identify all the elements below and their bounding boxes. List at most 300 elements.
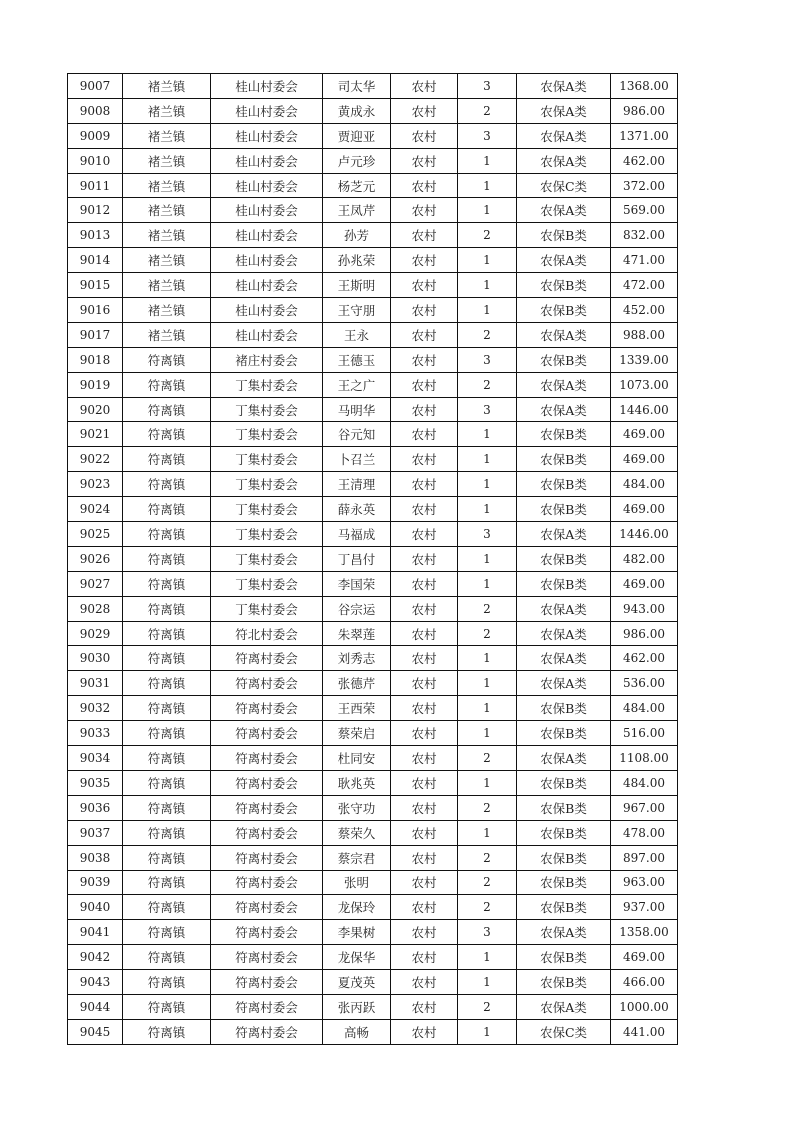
cell-area: 农村 [391, 74, 458, 99]
cell-id: 9038 [68, 845, 123, 870]
table-row [68, 298, 678, 323]
cell-name: 马明华 [323, 397, 391, 422]
cell-amount: 1371.00 [611, 123, 678, 148]
cell-name: 王之广 [323, 372, 391, 397]
cell-amount: 469.00 [611, 497, 678, 522]
cell-town: 褚兰镇 [123, 74, 211, 99]
cell-amount: 471.00 [611, 248, 678, 273]
cell-amount: 469.00 [611, 571, 678, 596]
cell-amount: 1073.00 [611, 372, 678, 397]
cell-village: 符离村委会 [211, 994, 323, 1019]
cell-category: 农保A类 [517, 322, 611, 347]
cell-village: 符离村委会 [211, 770, 323, 795]
cell-village: 符离村委会 [211, 721, 323, 746]
cell-village: 桂山村委会 [211, 74, 323, 99]
cell-village: 桂山村委会 [211, 322, 323, 347]
cell-area: 农村 [391, 646, 458, 671]
cell-name: 张丙跃 [323, 994, 391, 1019]
cell-amount: 986.00 [611, 621, 678, 646]
cell-town: 符离镇 [123, 994, 211, 1019]
cell-id: 9014 [68, 248, 123, 273]
cell-amount: 484.00 [611, 770, 678, 795]
cell-town: 褚兰镇 [123, 198, 211, 223]
cell-area: 农村 [391, 148, 458, 173]
cell-town: 褚兰镇 [123, 298, 211, 323]
cell-town: 符离镇 [123, 845, 211, 870]
cell-area: 农村 [391, 223, 458, 248]
cell-name: 杨芝元 [323, 173, 391, 198]
cell-category: 农保A类 [517, 746, 611, 771]
cell-area: 农村 [391, 522, 458, 547]
cell-amount: 937.00 [611, 895, 678, 920]
cell-name: 夏茂英 [323, 970, 391, 995]
cell-id: 9044 [68, 994, 123, 1019]
cell-household-size: 1 [458, 571, 517, 596]
cell-category: 农保A类 [517, 994, 611, 1019]
table-row [68, 845, 678, 870]
cell-id: 9021 [68, 422, 123, 447]
table-row [68, 98, 678, 123]
cell-town: 褚兰镇 [123, 248, 211, 273]
cell-village: 桂山村委会 [211, 273, 323, 298]
cell-id: 9039 [68, 870, 123, 895]
table-row [68, 621, 678, 646]
cell-town: 符离镇 [123, 1019, 211, 1044]
table-row [68, 746, 678, 771]
cell-id: 9009 [68, 123, 123, 148]
table-row [68, 74, 678, 99]
cell-name: 司太华 [323, 74, 391, 99]
cell-area: 农村 [391, 795, 458, 820]
cell-amount: 466.00 [611, 970, 678, 995]
cell-category: 农保A类 [517, 646, 611, 671]
table-row [68, 522, 678, 547]
cell-area: 农村 [391, 198, 458, 223]
cell-name: 蔡荣启 [323, 721, 391, 746]
cell-name: 王永 [323, 322, 391, 347]
cell-category: 农保B类 [517, 223, 611, 248]
cell-name: 王清理 [323, 472, 391, 497]
cell-household-size: 1 [458, 721, 517, 746]
cell-town: 符离镇 [123, 795, 211, 820]
cell-household-size: 3 [458, 522, 517, 547]
cell-area: 农村 [391, 472, 458, 497]
cell-amount: 482.00 [611, 546, 678, 571]
cell-amount: 478.00 [611, 820, 678, 845]
cell-village: 符离村委会 [211, 696, 323, 721]
cell-id: 9030 [68, 646, 123, 671]
cell-amount: 469.00 [611, 945, 678, 970]
cell-category: 农保B类 [517, 970, 611, 995]
cell-household-size: 1 [458, 447, 517, 472]
cell-town: 符离镇 [123, 621, 211, 646]
cell-name: 卜召兰 [323, 447, 391, 472]
cell-village: 符离村委会 [211, 920, 323, 945]
cell-name: 蔡宗君 [323, 845, 391, 870]
table-row [68, 646, 678, 671]
cell-village: 丁集村委会 [211, 596, 323, 621]
cell-household-size: 2 [458, 994, 517, 1019]
table-row [68, 422, 678, 447]
cell-name: 李国荣 [323, 571, 391, 596]
cell-town: 褚兰镇 [123, 173, 211, 198]
cell-area: 农村 [391, 397, 458, 422]
cell-household-size: 2 [458, 870, 517, 895]
table-row [68, 347, 678, 372]
table-row [68, 696, 678, 721]
cell-name: 张守功 [323, 795, 391, 820]
cell-household-size: 1 [458, 148, 517, 173]
cell-area: 农村 [391, 1019, 458, 1044]
cell-village: 符离村委会 [211, 945, 323, 970]
cell-household-size: 1 [458, 422, 517, 447]
cell-id: 9042 [68, 945, 123, 970]
table-body [68, 74, 678, 1045]
table-row [68, 795, 678, 820]
cell-category: 农保B类 [517, 945, 611, 970]
cell-village: 符离村委会 [211, 895, 323, 920]
cell-name: 王守朋 [323, 298, 391, 323]
cell-town: 符离镇 [123, 820, 211, 845]
cell-area: 农村 [391, 746, 458, 771]
cell-village: 符离村委会 [211, 970, 323, 995]
cell-household-size: 1 [458, 770, 517, 795]
cell-id: 9034 [68, 746, 123, 771]
cell-area: 农村 [391, 123, 458, 148]
cell-name: 李果树 [323, 920, 391, 945]
cell-area: 农村 [391, 596, 458, 621]
cell-category: 农保B类 [517, 447, 611, 472]
cell-amount: 963.00 [611, 870, 678, 895]
cell-household-size: 1 [458, 472, 517, 497]
cell-id: 9040 [68, 895, 123, 920]
cell-household-size: 3 [458, 74, 517, 99]
cell-town: 符离镇 [123, 895, 211, 920]
cell-town: 褚兰镇 [123, 148, 211, 173]
cell-id: 9010 [68, 148, 123, 173]
cell-village: 桂山村委会 [211, 248, 323, 273]
cell-area: 农村 [391, 273, 458, 298]
cell-id: 9020 [68, 397, 123, 422]
cell-area: 农村 [391, 920, 458, 945]
cell-name: 谷宗运 [323, 596, 391, 621]
cell-id: 9022 [68, 447, 123, 472]
cell-id: 9033 [68, 721, 123, 746]
cell-amount: 372.00 [611, 173, 678, 198]
cell-id: 9025 [68, 522, 123, 547]
cell-town: 符离镇 [123, 546, 211, 571]
table-row [68, 447, 678, 472]
cell-id: 9016 [68, 298, 123, 323]
cell-village: 丁集村委会 [211, 546, 323, 571]
cell-amount: 1108.00 [611, 746, 678, 771]
table-row [68, 596, 678, 621]
cell-household-size: 1 [458, 696, 517, 721]
cell-name: 孙芳 [323, 223, 391, 248]
table-row [68, 970, 678, 995]
cell-name: 朱翠莲 [323, 621, 391, 646]
cell-village: 褚庄村委会 [211, 347, 323, 372]
cell-category: 农保A类 [517, 98, 611, 123]
cell-id: 9031 [68, 671, 123, 696]
table-row [68, 322, 678, 347]
cell-amount: 897.00 [611, 845, 678, 870]
cell-area: 农村 [391, 248, 458, 273]
cell-id: 9027 [68, 571, 123, 596]
cell-category: 农保A类 [517, 123, 611, 148]
cell-household-size: 2 [458, 845, 517, 870]
cell-area: 农村 [391, 98, 458, 123]
cell-village: 符离村委会 [211, 646, 323, 671]
cell-village: 符离村委会 [211, 870, 323, 895]
cell-town: 褚兰镇 [123, 98, 211, 123]
cell-household-size: 2 [458, 795, 517, 820]
cell-category: 农保B类 [517, 298, 611, 323]
table-row [68, 895, 678, 920]
cell-name: 王德玉 [323, 347, 391, 372]
cell-town: 褚兰镇 [123, 223, 211, 248]
cell-town: 符离镇 [123, 472, 211, 497]
cell-name: 王凤芹 [323, 198, 391, 223]
table-row [68, 173, 678, 198]
cell-town: 符离镇 [123, 671, 211, 696]
cell-category: 农保B类 [517, 546, 611, 571]
cell-amount: 943.00 [611, 596, 678, 621]
cell-category: 农保A类 [517, 522, 611, 547]
cell-household-size: 1 [458, 273, 517, 298]
cell-category: 农保A类 [517, 671, 611, 696]
cell-category: 农保B类 [517, 721, 611, 746]
table-row [68, 945, 678, 970]
cell-id: 9041 [68, 920, 123, 945]
cell-amount: 1000.00 [611, 994, 678, 1019]
cell-category: 农保B类 [517, 895, 611, 920]
cell-id: 9036 [68, 795, 123, 820]
cell-amount: 469.00 [611, 422, 678, 447]
cell-household-size: 2 [458, 372, 517, 397]
cell-town: 符离镇 [123, 447, 211, 472]
cell-village: 丁集村委会 [211, 422, 323, 447]
cell-id: 9018 [68, 347, 123, 372]
cell-category: 农保A类 [517, 148, 611, 173]
table-row [68, 820, 678, 845]
cell-household-size: 1 [458, 248, 517, 273]
cell-id: 9023 [68, 472, 123, 497]
table-row [68, 198, 678, 223]
cell-name: 卢元珍 [323, 148, 391, 173]
cell-household-size: 1 [458, 546, 517, 571]
cell-village: 符北村委会 [211, 621, 323, 646]
cell-household-size: 1 [458, 945, 517, 970]
table-row [68, 497, 678, 522]
cell-amount: 484.00 [611, 696, 678, 721]
cell-village: 符离村委会 [211, 795, 323, 820]
cell-amount: 484.00 [611, 472, 678, 497]
cell-area: 农村 [391, 497, 458, 522]
cell-category: 农保B类 [517, 571, 611, 596]
cell-household-size: 1 [458, 671, 517, 696]
cell-id: 9024 [68, 497, 123, 522]
cell-town: 符离镇 [123, 571, 211, 596]
table-row [68, 994, 678, 1019]
cell-town: 符离镇 [123, 920, 211, 945]
cell-town: 符离镇 [123, 646, 211, 671]
cell-household-size: 1 [458, 646, 517, 671]
cell-category: 农保A类 [517, 372, 611, 397]
cell-id: 9037 [68, 820, 123, 845]
cell-name: 龙保玲 [323, 895, 391, 920]
cell-household-size: 1 [458, 970, 517, 995]
allowance-table [67, 73, 678, 1045]
cell-amount: 986.00 [611, 98, 678, 123]
cell-household-size: 1 [458, 173, 517, 198]
cell-town: 褚兰镇 [123, 123, 211, 148]
cell-id: 9045 [68, 1019, 123, 1044]
cell-name: 谷元知 [323, 422, 391, 447]
cell-town: 符离镇 [123, 397, 211, 422]
cell-village: 丁集村委会 [211, 472, 323, 497]
cell-area: 农村 [391, 621, 458, 646]
cell-id: 9043 [68, 970, 123, 995]
cell-id: 9017 [68, 322, 123, 347]
cell-area: 农村 [391, 671, 458, 696]
cell-id: 9011 [68, 173, 123, 198]
cell-category: 农保A类 [517, 198, 611, 223]
cell-area: 农村 [391, 422, 458, 447]
cell-amount: 441.00 [611, 1019, 678, 1044]
cell-village: 丁集村委会 [211, 571, 323, 596]
table-row [68, 372, 678, 397]
cell-id: 9015 [68, 273, 123, 298]
cell-category: 农保B类 [517, 273, 611, 298]
cell-town: 符离镇 [123, 770, 211, 795]
cell-area: 农村 [391, 322, 458, 347]
cell-name: 龙保华 [323, 945, 391, 970]
cell-name: 张德芹 [323, 671, 391, 696]
cell-name: 孙兆荣 [323, 248, 391, 273]
cell-amount: 1368.00 [611, 74, 678, 99]
cell-amount: 516.00 [611, 721, 678, 746]
table-row [68, 223, 678, 248]
cell-category: 农保A类 [517, 920, 611, 945]
table-row [68, 1019, 678, 1044]
cell-name: 耿兆英 [323, 770, 391, 795]
table-row [68, 248, 678, 273]
cell-town: 褚兰镇 [123, 322, 211, 347]
cell-household-size: 2 [458, 596, 517, 621]
cell-village: 丁集村委会 [211, 522, 323, 547]
cell-amount: 469.00 [611, 447, 678, 472]
cell-category: 农保B类 [517, 845, 611, 870]
cell-area: 农村 [391, 696, 458, 721]
cell-household-size: 3 [458, 347, 517, 372]
cell-category: 农保A类 [517, 74, 611, 99]
cell-area: 农村 [391, 372, 458, 397]
cell-category: 农保B类 [517, 422, 611, 447]
cell-household-size: 1 [458, 198, 517, 223]
cell-amount: 967.00 [611, 795, 678, 820]
cell-town: 符离镇 [123, 422, 211, 447]
cell-village: 符离村委会 [211, 1019, 323, 1044]
cell-amount: 1446.00 [611, 522, 678, 547]
cell-category: 农保B类 [517, 347, 611, 372]
cell-area: 农村 [391, 970, 458, 995]
cell-town: 符离镇 [123, 596, 211, 621]
table-row [68, 870, 678, 895]
cell-id: 9012 [68, 198, 123, 223]
cell-amount: 569.00 [611, 198, 678, 223]
cell-amount: 462.00 [611, 646, 678, 671]
cell-area: 农村 [391, 298, 458, 323]
cell-area: 农村 [391, 945, 458, 970]
cell-town: 符离镇 [123, 696, 211, 721]
cell-village: 桂山村委会 [211, 223, 323, 248]
cell-household-size: 1 [458, 497, 517, 522]
cell-town: 符离镇 [123, 970, 211, 995]
cell-village: 桂山村委会 [211, 173, 323, 198]
cell-name: 蔡荣久 [323, 820, 391, 845]
cell-amount: 536.00 [611, 671, 678, 696]
cell-household-size: 2 [458, 621, 517, 646]
cell-household-size: 3 [458, 123, 517, 148]
cell-category: 农保B类 [517, 497, 611, 522]
cell-household-size: 3 [458, 920, 517, 945]
cell-area: 农村 [391, 845, 458, 870]
cell-town: 符离镇 [123, 870, 211, 895]
table-row [68, 148, 678, 173]
cell-area: 农村 [391, 870, 458, 895]
cell-id: 9032 [68, 696, 123, 721]
cell-amount: 452.00 [611, 298, 678, 323]
cell-category: 农保B类 [517, 795, 611, 820]
cell-amount: 832.00 [611, 223, 678, 248]
cell-area: 农村 [391, 173, 458, 198]
cell-town: 符离镇 [123, 497, 211, 522]
cell-household-size: 2 [458, 223, 517, 248]
table-row [68, 920, 678, 945]
cell-town: 褚兰镇 [123, 273, 211, 298]
cell-village: 符离村委会 [211, 671, 323, 696]
cell-town: 符离镇 [123, 721, 211, 746]
cell-area: 农村 [391, 571, 458, 596]
cell-area: 农村 [391, 347, 458, 372]
cell-name: 贾迎亚 [323, 123, 391, 148]
table-row [68, 397, 678, 422]
cell-name: 王斯明 [323, 273, 391, 298]
cell-category: 农保C类 [517, 1019, 611, 1044]
cell-area: 农村 [391, 546, 458, 571]
cell-amount: 462.00 [611, 148, 678, 173]
cell-area: 农村 [391, 994, 458, 1019]
cell-name: 黄成永 [323, 98, 391, 123]
cell-town: 符离镇 [123, 522, 211, 547]
table-row [68, 770, 678, 795]
cell-area: 农村 [391, 721, 458, 746]
cell-village: 丁集村委会 [211, 447, 323, 472]
cell-id: 9029 [68, 621, 123, 646]
cell-name: 高畅 [323, 1019, 391, 1044]
cell-id: 9013 [68, 223, 123, 248]
cell-category: 农保A类 [517, 596, 611, 621]
table-row [68, 546, 678, 571]
cell-household-size: 2 [458, 895, 517, 920]
cell-name: 张明 [323, 870, 391, 895]
cell-id: 9019 [68, 372, 123, 397]
cell-village: 桂山村委会 [211, 148, 323, 173]
cell-name: 丁昌付 [323, 546, 391, 571]
cell-id: 9026 [68, 546, 123, 571]
cell-village: 符离村委会 [211, 820, 323, 845]
